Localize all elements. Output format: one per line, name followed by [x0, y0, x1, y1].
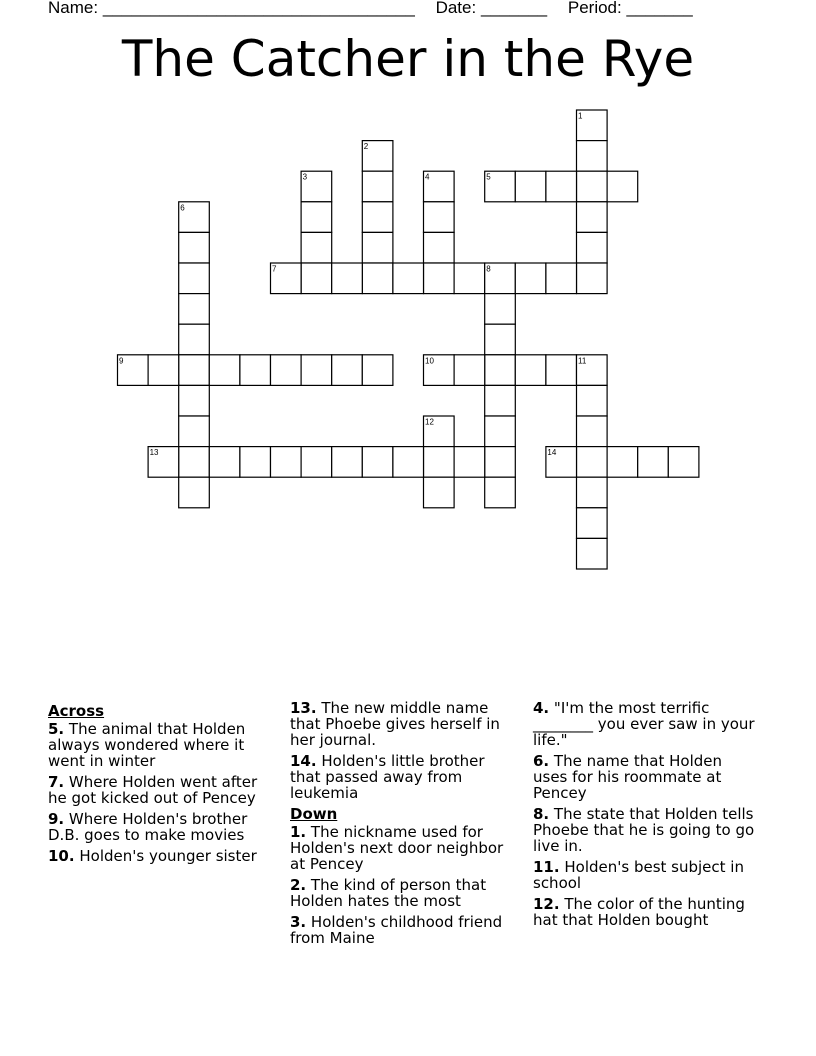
grid-cell[interactable] [546, 171, 577, 202]
name-blank[interactable]: _________________________________ [102, 0, 415, 17]
grid-cell[interactable] [240, 355, 271, 386]
grid-cell[interactable] [179, 447, 210, 478]
cell-number: 10 [425, 356, 434, 366]
clue [48, 811, 276, 843]
grid-cell[interactable] [424, 202, 455, 233]
cell-number: 7 [272, 264, 277, 274]
cell-number: 9 [119, 356, 124, 366]
grid-cell[interactable] [424, 232, 455, 263]
clue-text: The new middle name that Phoebe gives herself in her journal. [290, 699, 500, 749]
grid-cell[interactable] [607, 171, 638, 202]
grid-cell[interactable] [577, 508, 608, 539]
clue-text: The nickname used for Holden's next door neighbor at Pencey [290, 823, 504, 873]
grid-cell[interactable] [301, 202, 332, 233]
grid-cell[interactable] [577, 263, 608, 294]
grid-cell[interactable] [577, 141, 608, 172]
grid-cell[interactable] [332, 355, 363, 386]
clue-text: Holden's best subject in school [533, 858, 744, 892]
grid-cell[interactable] [577, 538, 608, 569]
grid-cell[interactable] [515, 171, 546, 202]
clue [48, 774, 276, 806]
grid-cell[interactable] [546, 355, 577, 386]
clue-number: 13. [290, 699, 317, 717]
grid-cell[interactable] [179, 324, 210, 355]
grid-cell[interactable] [577, 416, 608, 447]
cell-number: 8 [486, 264, 491, 274]
clue [533, 896, 761, 928]
clue [290, 700, 518, 748]
date-label: Date: [435, 0, 477, 17]
grid-cell[interactable] [638, 447, 669, 478]
clue-text: The state that Holden tells Phoebe that he is going to go live in. [533, 805, 755, 855]
cell-number: 6 [180, 203, 185, 213]
grid-cell[interactable] [271, 447, 302, 478]
cell-number: 4 [425, 172, 430, 182]
grid-cell[interactable] [209, 447, 240, 478]
clue [290, 753, 518, 801]
date-blank[interactable]: _______ [480, 0, 548, 17]
clue-number: 8. [533, 805, 550, 823]
clue [533, 700, 761, 748]
clue-text: Where Holden's brother D.B. goes to make movies [48, 810, 248, 844]
grid-cell[interactable] [362, 202, 393, 233]
cell-number: 12 [425, 417, 434, 427]
clue [290, 877, 518, 909]
clue [290, 824, 518, 872]
cell-number: 11 [578, 356, 587, 366]
clue-number: 2. [290, 876, 307, 894]
clue-column-2 [290, 700, 518, 951]
clue-number: 5. [48, 720, 65, 738]
grid-cell[interactable] [148, 355, 179, 386]
clue-number: 7. [48, 773, 65, 791]
clue-number: 1. [290, 823, 307, 841]
clue-text: The animal that Holden always wondered where it went in winter [48, 720, 246, 770]
grid-cell[interactable] [454, 447, 485, 478]
grid-cell[interactable] [393, 263, 424, 294]
clue-text: The kind of person that Holden hates the most [290, 876, 487, 910]
grid-cell[interactable] [577, 171, 608, 202]
period-label: Period: [567, 0, 622, 17]
grid-cell[interactable] [485, 324, 516, 355]
section-heading-down: Down [290, 805, 338, 823]
grid-cell[interactable] [424, 263, 455, 294]
grid-cell[interactable] [577, 447, 608, 478]
grid-cell[interactable] [668, 447, 699, 478]
grid-cell[interactable] [485, 447, 516, 478]
clue-number: 10. [48, 847, 75, 865]
clue-column-3 [533, 700, 761, 933]
clue-number: 11. [533, 858, 560, 876]
clue [533, 806, 761, 854]
grid-cell[interactable] [362, 263, 393, 294]
grid-cell[interactable] [577, 202, 608, 233]
cell-number: 14 [547, 448, 557, 458]
grid-cell[interactable] [240, 447, 271, 478]
clue-text: Where Holden went after he got kicked out of Pencey [48, 773, 258, 807]
grid-cell[interactable] [454, 263, 485, 294]
cell-number: 1 [578, 111, 583, 121]
grid-cell[interactable] [179, 263, 210, 294]
cell-number: 5 [486, 172, 491, 182]
grid-cell[interactable] [179, 477, 210, 508]
grid-cell[interactable] [271, 355, 302, 386]
clue [290, 914, 518, 946]
clue [533, 859, 761, 891]
grid-cell[interactable] [454, 355, 485, 386]
clue-text: Holden's little brother that passed away from leukemia [290, 752, 485, 802]
grid-cell[interactable] [301, 355, 332, 386]
grid-cell[interactable] [179, 355, 210, 386]
name-label: Name: [48, 0, 99, 17]
grid-cell[interactable] [332, 447, 363, 478]
grid-cell[interactable] [362, 447, 393, 478]
clue-number: 4. [533, 699, 550, 717]
grid-cell[interactable] [332, 263, 363, 294]
grid-cell[interactable] [362, 355, 393, 386]
grid-cell[interactable] [607, 447, 638, 478]
page-title: The Catcher in the Rye [121, 30, 695, 88]
grid-cell[interactable] [393, 447, 424, 478]
clue [48, 721, 276, 769]
grid-cell[interactable] [546, 263, 577, 294]
cell-number: 13 [149, 448, 159, 458]
grid-cell[interactable] [362, 171, 393, 202]
cell-number: 3 [302, 172, 308, 182]
clue-text: Holden's younger sister [79, 847, 257, 865]
grid-cell[interactable] [485, 477, 516, 508]
clue-number: 12. [533, 895, 560, 913]
clue [48, 848, 276, 864]
grid-cell[interactable] [577, 232, 608, 263]
grid-cell[interactable] [179, 385, 210, 416]
period-blank[interactable]: _______ [626, 0, 693, 17]
clue-text: "I'm the most terrific ________ you ever saw in your life." [533, 699, 755, 749]
grid-cell[interactable] [301, 232, 332, 263]
grid-cell[interactable] [515, 355, 546, 386]
cell-number: 2 [363, 142, 369, 152]
clue-text: The name that Holden uses for his roommate at Pencey [533, 752, 723, 802]
grid-cell[interactable] [301, 263, 332, 294]
grid-cell[interactable] [209, 355, 240, 386]
clue-number: 14. [290, 752, 317, 770]
grid-cell[interactable] [577, 385, 608, 416]
grid-cell[interactable] [362, 232, 393, 263]
section-heading-across: Across [48, 702, 105, 720]
clue-number: 3. [290, 913, 307, 931]
grid-cell[interactable] [577, 477, 608, 508]
clue-text: Holden's childhood friend from Maine [290, 913, 503, 947]
grid-cell[interactable] [485, 385, 516, 416]
grid-cell[interactable] [301, 447, 332, 478]
clue [533, 753, 761, 801]
grid-cell[interactable] [179, 416, 210, 447]
clue-number: 6. [533, 752, 550, 770]
grid-cell[interactable] [424, 477, 455, 508]
grid-cell[interactable] [485, 355, 516, 386]
grid-cell[interactable] [424, 447, 455, 478]
grid-cell[interactable] [179, 294, 210, 325]
grid-cell[interactable] [485, 416, 516, 447]
grid-cell[interactable] [515, 263, 546, 294]
grid-cell[interactable] [485, 294, 516, 325]
clue-number: 9. [48, 810, 65, 828]
clue-column-1 [48, 700, 276, 869]
clue-text: The color of the hunting hat that Holden bought [533, 895, 745, 929]
grid-cell[interactable] [179, 232, 210, 263]
